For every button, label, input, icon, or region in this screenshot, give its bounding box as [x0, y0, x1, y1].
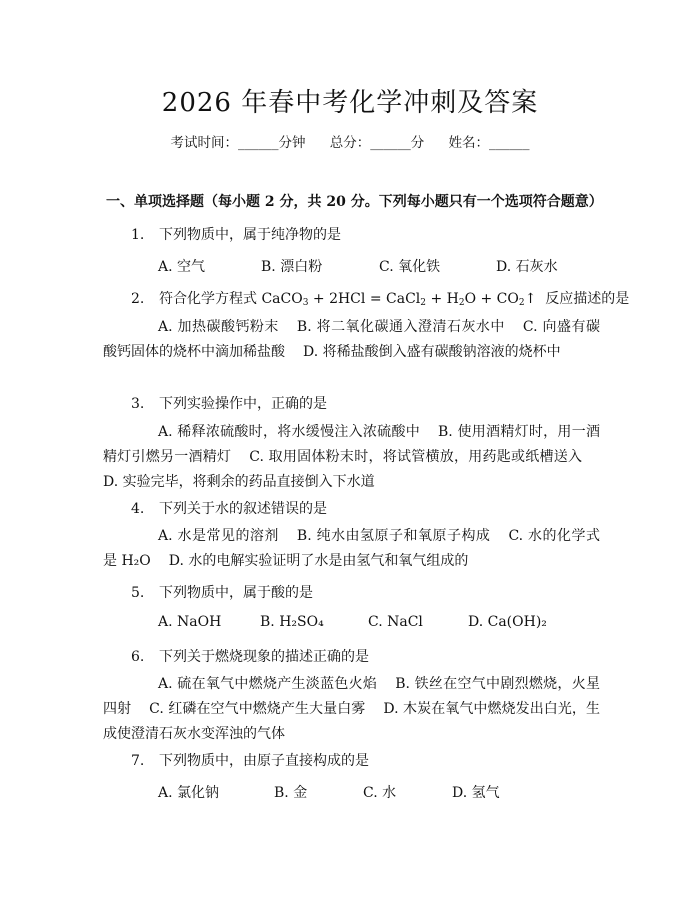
option-c: C. NaCl: [368, 614, 423, 630]
question-number: 5.: [131, 585, 145, 601]
question-5-options: [158, 614, 547, 630]
question-number: 6.: [131, 649, 145, 665]
question-stem-equation: 符合化学方程式 CaCO: [159, 291, 303, 307]
question-number: 1.: [131, 227, 145, 243]
section-heading: 一、单项选择题（每小题 2 分，共 20 分。下列每小题只有一个选项符合题意）: [106, 194, 603, 210]
question-number: 4.: [131, 501, 145, 517]
question-number: 2.: [131, 291, 145, 307]
option-d: D. 石灰水: [496, 259, 558, 275]
option-a: A. NaOH: [158, 614, 222, 630]
option-c: C. 水: [363, 785, 397, 801]
question-number: 7.: [131, 753, 145, 769]
question-stem: 反应描述的是: [545, 291, 630, 307]
option-d: D. 氢气: [452, 785, 500, 801]
option-a: A. 氯化钠: [158, 785, 220, 801]
option-c: C. 氧化铁: [379, 259, 441, 275]
student-name-field: 姓名：______: [448, 135, 530, 151]
option-d: D. 木炭在氧气中燃烧发出白光，生成使澄清石灰水变浑浊的气体: [103, 701, 600, 742]
question-7: [131, 750, 369, 770]
option-b: B. 纯水由氢原子和氧原子构成: [296, 528, 491, 544]
option-d: D. 实验完毕，将剩余的药品直接倒入下水道: [103, 474, 375, 490]
question-3: [131, 393, 327, 413]
option-a: A. 硫在氧气中燃烧产生淡蓝色火焰: [158, 676, 378, 692]
question-number: 3.: [131, 396, 145, 412]
question-4-options: [103, 524, 600, 574]
question-stem: 下列关于水的叙述错误的是: [159, 501, 327, 517]
question-1-options: [158, 256, 558, 276]
question-stem: 下列物质中，属于纯净物的是: [159, 227, 341, 243]
question-3-options: [103, 420, 600, 495]
option-b: B. 金: [274, 785, 308, 801]
option-d: D. 将稀盐酸倒入盛有碳酸钠溶液的烧杯中: [303, 344, 561, 360]
question-stem: 下列物质中，属于酸的是: [159, 585, 313, 601]
option-b: B. H₂SO₄: [260, 614, 324, 630]
option-d: D. 水的电解实验证明了水是由氢气和氧气组成的: [168, 553, 469, 569]
option-b: B. 漂白粉: [261, 259, 323, 275]
option-a: A. 水是常见的溶剂: [158, 528, 279, 544]
question-1: [131, 224, 341, 244]
question-2-options: [103, 315, 600, 365]
exam-meta: [0, 131, 700, 151]
option-c: C. 红磷在空气中燃烧产生大量白雾: [149, 701, 366, 717]
question-6-options: [103, 672, 600, 747]
question-stem: 下列实验操作中，正确的是: [159, 396, 327, 412]
question-4: [131, 498, 327, 518]
option-a: A. 加热碳酸钙粉末: [158, 319, 279, 335]
option-c: C. 向盛有碳酸钙固体的烧杯中滴加稀盐酸: [103, 319, 600, 360]
exam-time-field: 考试时间：______分钟: [170, 135, 306, 151]
option-d: D. Ca(OH)₂: [468, 614, 547, 630]
option-a: A. 空气: [158, 259, 206, 275]
total-score-field: 总分：______分: [329, 135, 425, 151]
option-a: A. 稀释浓硫酸时，将水缓慢注入浓硫酸中: [158, 424, 421, 440]
page-title: 2026 年春中考化学冲刺及答案: [161, 88, 539, 118]
question-2: 2. 符合化学方程式 CaCO$_3$ + 2HCl = CaCl$_2$ + $H_2O$ + $CO_2↑$ 反应描述的是: [131, 291, 630, 308]
option-c: C. 取用固体粉末时，将试管横放，用药匙或纸槽送入: [249, 449, 582, 465]
question-stem: 下列关于燃烧现象的描述正确的是: [159, 649, 369, 665]
option-b: B. 使用酒精灯时，用一酒精灯引燃另一酒精灯: [103, 424, 600, 465]
question-7-options: [158, 782, 500, 802]
option-c: C. 水的化学式是 H₂O: [103, 528, 600, 569]
question-6: [131, 646, 369, 666]
question-5: [131, 582, 313, 602]
option-b: B. 将二氧化碳通入澄清石灰水中: [296, 319, 505, 335]
question-stem: 下列物质中，由原子直接构成的是: [159, 753, 369, 769]
option-b: B. 铁丝在空气中剧烈燃烧，火星四射: [103, 676, 600, 717]
